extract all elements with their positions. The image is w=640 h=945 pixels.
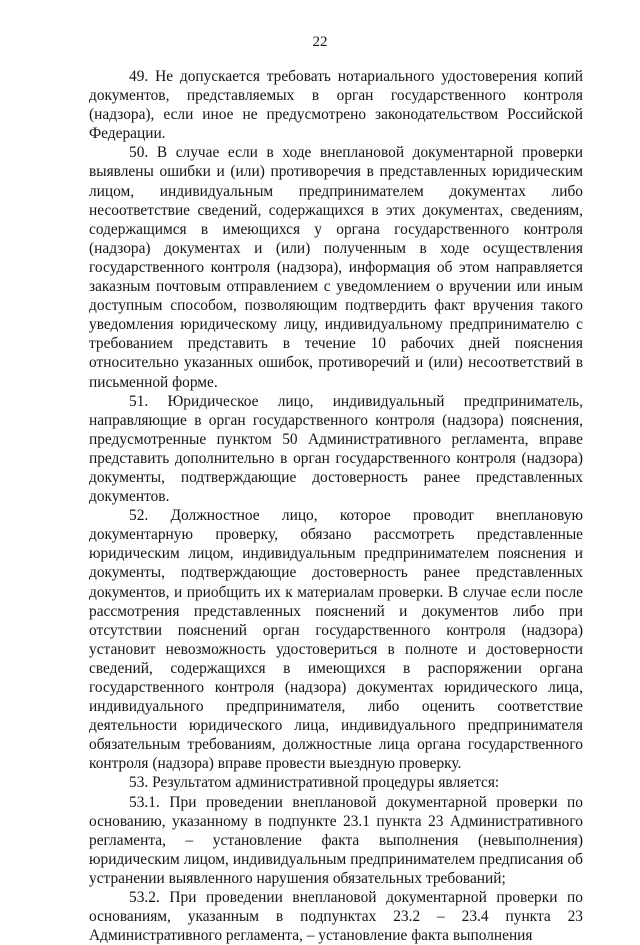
paragraph-52: 52. Должностное лицо, которое проводит внеплановую документарную проверку, обязано рассмотреть представленные юридическим лицом, индивидуальным предпринимателем пояснения и документы, подтверждающие достоверность ранее представленных документов, и приобщить их к материалам проверки. В случае если после рассмотрения представленных пояснений и документов либо при отсутствии пояснений орган государственного контроля (надзора) установит невозможность удостовериться в полноте и достоверности сведений, содержащихся в имеющихся в распоряжении органа государственного контроля (надзора) документах юридического лица, индивидуального предпринимателя, либо оценить соответствие деятельности юридического лица, индивидуального предпринимателя обязательным требованиям, должностные лица органа государственного контроля (надзора) вправе провести выездную проверку. bbox=[89, 507, 583, 773]
paragraph-53-2: 53.2. При проведении внеплановой документарной проверки по основаниям, указанным в подпунктах 23.2 – 23.4 пункта 23 Административного регламента, – установление факта выполнения bbox=[89, 889, 583, 945]
paragraph-51: 51. Юридическое лицо, индивидуальный предприниматель, направляющие в орган государственного контроля (надзора) пояснения, предусмотренные пунктом 50 Административного регламента, вправе представить дополнительно в орган государственного контроля (надзора) документы, подтверждающие достоверность ранее представленных документов. bbox=[89, 392, 583, 506]
paragraph-50: 50. В случае если в ходе внеплановой документарной проверки выявлены ошибки и (или) противоречия в представленных юридическим лицом, индивидуальным предпринимателем документах либо несоответствие сведений, содержащихся в этих документах, сведениям, содержащимся в имеющихся у органа государственного контроля (надзора) документах и (или) полученным в ходе осуществления государственного контроля (надзора), информация об этом направляется заказным почтовым отправлением с уведомлением о вручении или иным доступным способом, позволяющим подтвердить факт вручения такого уведомления юридическому лицу, индивидуальному предпринимателю с требованием представить в течение 10 рабочих дней пояснения относительно указанных ошибок, противоречий и (или) несоответствий в письменной форме. bbox=[89, 144, 583, 391]
paragraph-49: 49. Не допускается требовать нотариального удостоверения копий документов, представляемых в орган государственного контроля (надзора), если иное не предусмотрено законодательством Российской Федерации. bbox=[89, 68, 583, 143]
paragraph-53: 53. Результатом административной процедуры является: bbox=[129, 774, 500, 792]
page-number: 22 bbox=[312, 34, 328, 50]
document-body bbox=[89, 67, 583, 945]
paragraph-53-1: 53.1. При проведении внеплановой документарной проверки по основанию, указанному в подпункте 23.1 пункта 23 Административного регламента, – установление факта выполнения (невыполнения) юридическим лицом, индивидуальным предпринимателем предписания об устранении выявленного нарушения обязательных требований; bbox=[89, 793, 583, 887]
